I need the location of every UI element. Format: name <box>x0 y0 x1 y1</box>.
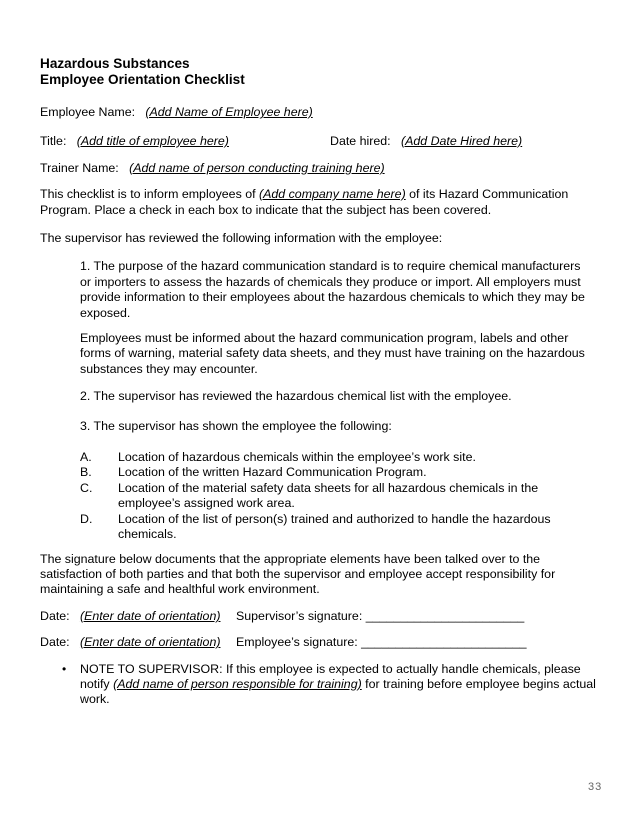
title-value: (Add title of employee here) <box>76 134 229 148</box>
doc-title-line2: Employee Orientation Checklist <box>40 72 245 87</box>
sub-item-text: chemicals. <box>118 527 177 541</box>
employee-signature-label: Employee’s signature: <box>236 635 358 649</box>
item2: 2. The supervisor has reviewed the hazardous chemical list with the employee. <box>80 389 512 403</box>
date1-value: (Enter date of orientation) <box>79 609 221 623</box>
title-label: Title: <box>40 134 67 148</box>
sub-item-text: Location of the written Hazard Communication Program. <box>118 465 427 479</box>
sub-item-text: Location of hazardous chemicals within the employee’s work site. <box>118 450 476 464</box>
item3: 3. The supervisor has shown the employee the following: <box>80 419 392 433</box>
employee-signature-row <box>236 635 527 650</box>
note-line2 <box>80 677 596 692</box>
sub-item-text: Location of the material safety data sheets for all hazardous chemicals in the <box>118 481 539 495</box>
note-line1: NOTE TO SUPERVISOR: If this employee is expected to actually handle chemicals, please <box>80 662 581 676</box>
signature-text-line3: maintaining a safe and healthful work environment. <box>40 582 320 596</box>
doc-title-line1: Hazardous Substances <box>40 56 190 71</box>
trainer-name-row <box>40 161 385 176</box>
supervisor-reviewed: The supervisor has reviewed the following information with the employee: <box>40 231 443 245</box>
date1-label: Date: <box>40 609 70 623</box>
trainer-name-label: Trainer Name: <box>40 161 119 175</box>
employee-name-label: Employee Name: <box>40 105 136 119</box>
note-line3: work. <box>80 692 110 706</box>
intro-line1 <box>40 187 568 202</box>
employee-name-row <box>40 105 313 120</box>
sub-item-text: Location of the list of person(s) trained and authorized to handle the hazardous <box>118 512 551 526</box>
sub-item-letter: D. <box>80 512 93 526</box>
sub-item-letter: C. <box>80 481 93 495</box>
signature-text-line2: satisfaction of both parties and that both the supervisor and employee accept responsibility for <box>40 567 556 581</box>
supervisor-signature-line: _______________________ <box>365 609 525 623</box>
item1-line1: 1. The purpose of the hazard communication standard is to require chemical manufacturers <box>80 259 581 273</box>
bullet-icon: • <box>62 662 67 676</box>
item1b-line3: substances they may encounter. <box>80 362 258 376</box>
item1b-line1: Employees must be informed about the hazard communication program, labels and other <box>80 331 569 345</box>
note-training-person: (Add name of person responsible for training) <box>113 677 362 691</box>
note-line2-post: for training before employee begins actual <box>365 677 596 691</box>
date-row-1 <box>40 609 220 624</box>
intro-line2: Program. Place a check in each box to indicate that the subject has been covered. <box>40 203 492 217</box>
item1-line2: or importers to assess the hazards of chemicals they produce or import. All employers must <box>80 275 581 289</box>
supervisor-signature-row <box>236 609 524 624</box>
date-hired-label: Date hired: <box>330 134 391 148</box>
date2-value: (Enter date of orientation) <box>79 635 221 649</box>
item1-line3: provide information to their employees about the hazardous chemicals to which they may be <box>80 290 585 304</box>
date-hired-row <box>330 134 522 149</box>
note-line2-pre: notify <box>80 677 110 691</box>
sub-item-letter: A. <box>80 450 92 464</box>
intro-company: (Add company name here) <box>259 187 406 201</box>
item1-line4: exposed. <box>80 306 131 320</box>
date2-label: Date: <box>40 635 70 649</box>
date-hired-value: (Add Date Hired here) <box>400 134 523 148</box>
intro-post: of its Hazard Communication <box>409 187 569 201</box>
supervisor-signature-label: Supervisor’s signature: <box>236 609 363 623</box>
signature-text-line1: The signature below documents that the appropriate elements have been talked over to the <box>40 552 541 566</box>
page-number: 33 <box>588 781 603 793</box>
employee-signature-line: ________________________ <box>361 635 527 649</box>
employee-name-value: (Add Name of Employee here) <box>145 105 313 119</box>
date-row-2 <box>40 635 220 650</box>
intro-pre: This checklist is to inform employees of <box>40 187 256 201</box>
sub-item-letter: B. <box>80 465 92 479</box>
sub-item-text: employee’s assigned work area. <box>118 496 295 510</box>
title-row <box>40 134 229 149</box>
item1b-line2: forms of warning, material safety data sheets, and they must have training on the hazardous <box>80 346 585 360</box>
trainer-name-value: (Add name of person conducting training here) <box>129 161 385 175</box>
